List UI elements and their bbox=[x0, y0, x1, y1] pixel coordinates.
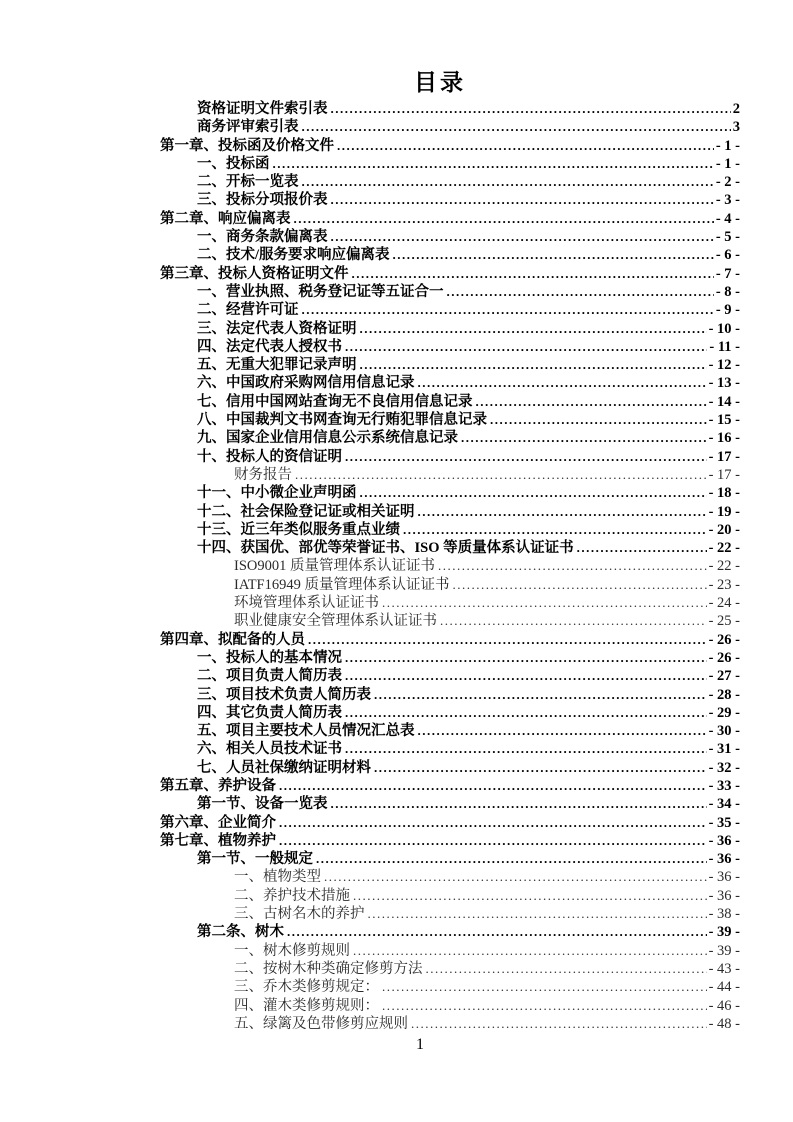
toc-entry[interactable] bbox=[160, 265, 740, 283]
toc-entry-label: 五、项目主要技术人员情况汇总表 bbox=[197, 723, 415, 740]
toc-entry[interactable] bbox=[160, 740, 740, 758]
dot-leader bbox=[302, 301, 714, 319]
toc-entry-page: - 6 - bbox=[715, 247, 740, 264]
toc-entry-label: 第三章、投标人资格证明文件 bbox=[160, 265, 349, 282]
toc-entry-page: - 33 - bbox=[708, 777, 740, 794]
dot-leader bbox=[345, 667, 707, 685]
toc-entry[interactable] bbox=[160, 137, 740, 155]
dot-leader bbox=[403, 521, 707, 539]
dot-leader bbox=[308, 631, 707, 649]
toc-entry-label: 九、国家企业信用信息公示系统信息记录 bbox=[197, 430, 458, 447]
toc-entry-page: - 8 - bbox=[715, 283, 740, 300]
toc-entry-page: - 5 - bbox=[715, 229, 740, 246]
toc-entry-page: - 25 - bbox=[708, 613, 740, 630]
toc-entry-label: 七、信用中国网站查询无不良信用信息记录 bbox=[197, 393, 473, 410]
toc-entry-label: 第五章、养护设备 bbox=[160, 777, 276, 794]
toc-entry-page: - 36 - bbox=[708, 887, 740, 904]
toc-entry-page: 3 bbox=[732, 119, 740, 136]
toc-entry-label: 财务报告 bbox=[234, 466, 292, 483]
toc-entry[interactable] bbox=[160, 887, 740, 905]
toc-entry-page: - 39 - bbox=[708, 924, 740, 941]
toc-entry-page: - 9 - bbox=[715, 302, 740, 319]
dot-leader bbox=[337, 137, 714, 155]
toc-entry-label: 四、灌木类修剪规则： bbox=[234, 997, 379, 1014]
toc-entry[interactable] bbox=[160, 942, 740, 960]
toc-entry-page: - 13 - bbox=[708, 375, 740, 392]
toc-entry-page: - 19 - bbox=[708, 503, 740, 520]
toc-entry[interactable] bbox=[160, 228, 740, 246]
dot-leader bbox=[295, 466, 707, 484]
toc-entry-page: - 11 - bbox=[709, 338, 740, 355]
toc-entry-page: - 10 - bbox=[708, 320, 740, 337]
toc-entry-page: - 14 - bbox=[708, 393, 740, 410]
dot-leader bbox=[411, 1015, 707, 1033]
toc-entry-label: 第四章、拟配备的人员 bbox=[160, 631, 305, 648]
toc-entry-page: - 35 - bbox=[708, 814, 740, 831]
toc-entry-page: - 15 - bbox=[708, 412, 740, 429]
toc-entry-label: 三、法定代表人资格证明 bbox=[197, 320, 357, 337]
toc-entry-page: - 48 - bbox=[708, 1015, 740, 1032]
toc-entry-page: - 29 - bbox=[708, 704, 740, 721]
toc-entry-page: - 22 - bbox=[708, 540, 740, 557]
toc-entry-page: - 46 - bbox=[708, 997, 740, 1014]
toc-entry[interactable] bbox=[160, 612, 740, 630]
dot-leader bbox=[418, 722, 707, 740]
toc-entry[interactable] bbox=[160, 448, 740, 466]
toc-entry-label: 八、中国裁判文书网查询无行贿犯罪信息记录 bbox=[197, 412, 487, 429]
toc-entry-label: 一、投标函 bbox=[197, 155, 270, 172]
toc-entry[interactable] bbox=[160, 411, 740, 429]
toc-entry[interactable] bbox=[160, 631, 740, 649]
toc-entry-label: 第一章、投标函及价格文件 bbox=[160, 137, 334, 154]
toc-entry-page: - 31 - bbox=[708, 741, 740, 758]
toc-entry[interactable] bbox=[160, 686, 740, 704]
toc-entry-label: 第二章、响应偏离表 bbox=[160, 210, 291, 227]
dot-leader bbox=[393, 246, 714, 264]
toc-entry-label: 第一节、一般规定 bbox=[197, 851, 313, 868]
dot-leader bbox=[438, 557, 707, 575]
toc-entry-label: 三、古树名木的养护 bbox=[234, 906, 365, 923]
toc-entry[interactable] bbox=[160, 704, 740, 722]
toc-entry-label: 一、商务条款偏离表 bbox=[197, 229, 328, 246]
toc-entry[interactable] bbox=[160, 960, 740, 978]
toc-entry[interactable] bbox=[160, 667, 740, 685]
dot-leader bbox=[418, 374, 707, 392]
toc-entry[interactable] bbox=[160, 557, 740, 575]
dot-leader bbox=[447, 283, 714, 301]
toc-entry-label: 环境管理体系认证证书 bbox=[234, 595, 379, 612]
toc-entry[interactable] bbox=[160, 246, 740, 264]
toc-entry-label: 十三、近三年类似服务重点业绩 bbox=[197, 521, 400, 538]
toc-entry[interactable] bbox=[160, 832, 740, 850]
toc-entry-page: - 7 - bbox=[715, 265, 740, 282]
toc-entry-page: - 27 - bbox=[708, 668, 740, 685]
toc-entry-page: - 36 - bbox=[708, 869, 740, 886]
dot-leader bbox=[279, 832, 707, 850]
dot-leader bbox=[324, 868, 707, 886]
toc-entry[interactable] bbox=[160, 1015, 740, 1033]
dot-leader bbox=[302, 173, 714, 191]
dot-leader bbox=[353, 887, 707, 905]
dot-leader bbox=[490, 411, 707, 429]
toc-entry-label: 十一、中小微企业声明函 bbox=[197, 485, 357, 502]
dot-leader bbox=[345, 338, 707, 356]
toc-entry-page: - 34 - bbox=[708, 796, 740, 813]
toc-entry-page: - 1 - bbox=[715, 155, 740, 172]
dot-leader bbox=[331, 191, 714, 209]
toc-entry-label: 职业健康安全管理体系认证证书 bbox=[234, 613, 437, 630]
toc-entry[interactable] bbox=[160, 923, 740, 941]
toc-entry[interactable] bbox=[160, 338, 740, 356]
toc-entry-label: 第二条、树木 bbox=[197, 924, 284, 941]
toc-entry-label: 二、开标一览表 bbox=[197, 174, 299, 191]
toc-entry-page: - 43 - bbox=[708, 960, 740, 977]
toc-entry[interactable] bbox=[160, 576, 740, 594]
dot-leader bbox=[294, 210, 714, 228]
toc-entry-page: - 26 - bbox=[708, 649, 740, 666]
dot-leader bbox=[273, 155, 714, 173]
toc-entry[interactable] bbox=[160, 722, 740, 740]
dot-leader bbox=[360, 484, 707, 502]
dot-leader bbox=[345, 448, 707, 466]
toc-entry-label: 四、其它负责人简历表 bbox=[197, 704, 342, 721]
dot-leader bbox=[287, 923, 707, 941]
footer-page-number: 1 bbox=[416, 1036, 424, 1053]
toc-entry[interactable] bbox=[160, 374, 740, 392]
toc-entry-label: 三、乔木类修剪规定： bbox=[234, 979, 379, 996]
toc-entry-label: 二、养护技术措施 bbox=[234, 887, 350, 904]
dot-leader bbox=[426, 960, 707, 978]
toc-entry-page: 2 bbox=[732, 101, 740, 117]
toc-entry[interactable] bbox=[160, 978, 740, 996]
toc-entry-label: 一、植物类型 bbox=[234, 869, 321, 886]
toc-entry-label: IATF16949 质量管理体系认证证书 bbox=[234, 576, 450, 593]
toc-entry-page: - 36 - bbox=[708, 832, 740, 849]
toc-entry[interactable] bbox=[160, 210, 740, 228]
toc-entry-label: 十四、获国优、部优等荣誉证书、ISO 等质量体系认证证书 bbox=[197, 540, 574, 557]
toc-entry-label: 资格证明文件索引表 bbox=[197, 101, 328, 117]
dot-leader bbox=[345, 740, 707, 758]
dot-leader bbox=[368, 905, 707, 923]
toc-entry-label: 商务评审索引表 bbox=[197, 119, 299, 136]
toc-entry[interactable] bbox=[160, 777, 740, 795]
toc-entry[interactable] bbox=[160, 173, 740, 191]
toc-entry-page: - 36 - bbox=[708, 851, 740, 868]
dot-leader bbox=[382, 997, 707, 1015]
toc-entry-page: - 12 - bbox=[708, 357, 740, 374]
toc-entry-page: - 4 - bbox=[715, 210, 740, 227]
dot-leader bbox=[279, 814, 707, 832]
toc-entry[interactable] bbox=[160, 997, 740, 1015]
toc-entry[interactable] bbox=[160, 429, 740, 447]
dot-leader bbox=[453, 576, 707, 594]
toc-entry-label: 二、技术/服务要求响应偏离表 bbox=[197, 247, 390, 264]
toc-entry[interactable] bbox=[160, 905, 740, 923]
dot-leader bbox=[302, 118, 731, 136]
toc-entry-label: 六、相关人员技术证书 bbox=[197, 741, 342, 758]
toc-entry-page: - 22 - bbox=[708, 558, 740, 575]
toc-entry[interactable] bbox=[160, 795, 740, 813]
dot-leader bbox=[345, 649, 707, 667]
dot-leader bbox=[360, 320, 707, 338]
toc-entry-label: 二、经营许可证 bbox=[197, 302, 299, 319]
toc-entry-page: - 20 - bbox=[708, 521, 740, 538]
toc-entry-page: - 23 - bbox=[708, 576, 740, 593]
toc-entry[interactable] bbox=[160, 393, 740, 411]
toc-entry-page: - 32 - bbox=[708, 759, 740, 776]
dot-leader bbox=[577, 539, 707, 557]
toc-entry[interactable] bbox=[160, 503, 740, 521]
toc-entry[interactable] bbox=[160, 466, 740, 484]
toc-entry-page: - 18 - bbox=[708, 485, 740, 502]
toc-entry-page: - 2 - bbox=[715, 174, 740, 191]
dot-leader bbox=[316, 850, 707, 868]
toc-entry[interactable] bbox=[160, 320, 740, 338]
toc-entry-label: 七、人员社保缴纳证明材料 bbox=[197, 759, 371, 776]
toc-entry[interactable] bbox=[160, 356, 740, 374]
dot-leader bbox=[352, 265, 714, 283]
toc-entry[interactable] bbox=[160, 649, 740, 667]
toc-entry-label: 第七章、植物养护 bbox=[160, 832, 276, 849]
toc-entry-page: - 39 - bbox=[708, 942, 740, 959]
toc-entry[interactable] bbox=[160, 118, 740, 136]
toc-title: 目录 bbox=[414, 70, 466, 95]
toc-entry-label: 三、项目技术负责人简历表 bbox=[197, 686, 371, 703]
toc-entry-page: - 3 - bbox=[715, 192, 740, 209]
toc-entry-page: - 17 - bbox=[708, 448, 740, 465]
dot-leader bbox=[331, 100, 731, 118]
toc-entry-page: - 44 - bbox=[708, 979, 740, 996]
dot-leader bbox=[374, 759, 707, 777]
toc-entry-label: 一、营业执照、税务登记证等五证合一 bbox=[197, 283, 444, 300]
toc-entry-label: ISO9001 质量管理体系认证证书 bbox=[234, 558, 435, 575]
toc-list bbox=[160, 100, 740, 1033]
toc-entry[interactable] bbox=[160, 301, 740, 319]
toc-entry-label: 二、项目负责人简历表 bbox=[197, 668, 342, 685]
toc-entry[interactable] bbox=[160, 868, 740, 886]
dot-leader bbox=[360, 356, 707, 374]
toc-entry-page: - 30 - bbox=[708, 723, 740, 740]
dot-leader bbox=[382, 978, 707, 996]
toc-entry-page: - 38 - bbox=[708, 906, 740, 923]
dot-leader bbox=[353, 942, 707, 960]
toc-entry-label: 十二、社会保险登记证或相关证明 bbox=[197, 503, 415, 520]
toc-entry[interactable] bbox=[160, 759, 740, 777]
toc-entry[interactable] bbox=[160, 484, 740, 502]
toc-entry[interactable] bbox=[160, 100, 740, 118]
dot-leader bbox=[374, 686, 707, 704]
toc-entry-label: 六、中国政府采购网信用信息记录 bbox=[197, 375, 415, 392]
toc-entry[interactable] bbox=[160, 155, 740, 173]
toc-entry-label: 一、树木修剪规则 bbox=[234, 942, 350, 959]
toc-entry-label: 三、投标分项报价表 bbox=[197, 192, 328, 209]
dot-leader bbox=[476, 393, 707, 411]
dot-leader bbox=[331, 795, 707, 813]
toc-entry[interactable] bbox=[160, 191, 740, 209]
toc-entry-label: 第一节、设备一览表 bbox=[197, 796, 328, 813]
toc-entry-label: 四、法定代表人授权书 bbox=[197, 338, 342, 355]
toc-entry-page: - 17 - bbox=[708, 466, 740, 483]
toc-entry-label: 十、投标人的资信证明 bbox=[197, 448, 342, 465]
dot-leader bbox=[331, 228, 714, 246]
toc-entry-label: 第六章、企业简介 bbox=[160, 814, 276, 831]
dot-leader bbox=[345, 704, 707, 722]
toc-entry-page: - 16 - bbox=[708, 430, 740, 447]
dot-leader bbox=[461, 429, 707, 447]
toc-entry-page: - 26 - bbox=[708, 631, 740, 648]
toc-entry-page: - 28 - bbox=[708, 686, 740, 703]
toc-entry-label: 五、绿篱及色带修剪应规则 bbox=[234, 1015, 408, 1032]
toc-entry[interactable] bbox=[160, 594, 740, 612]
dot-leader bbox=[440, 612, 707, 630]
dot-leader bbox=[279, 777, 707, 795]
toc-entry-label: 一、投标人的基本情况 bbox=[197, 649, 342, 666]
toc-entry[interactable] bbox=[160, 521, 740, 539]
toc-entry-page: - 24 - bbox=[708, 595, 740, 612]
toc-entry-page: - 1 - bbox=[715, 137, 740, 154]
toc-entry[interactable] bbox=[160, 850, 740, 868]
toc-entry[interactable] bbox=[160, 283, 740, 301]
toc-entry-label: 二、按树木种类确定修剪方法 bbox=[234, 960, 423, 977]
toc-entry[interactable] bbox=[160, 539, 740, 557]
toc-entry[interactable] bbox=[160, 814, 740, 832]
dot-leader bbox=[382, 594, 707, 612]
dot-leader bbox=[418, 503, 707, 521]
toc-entry-label: 五、无重大犯罪记录声明 bbox=[197, 357, 357, 374]
